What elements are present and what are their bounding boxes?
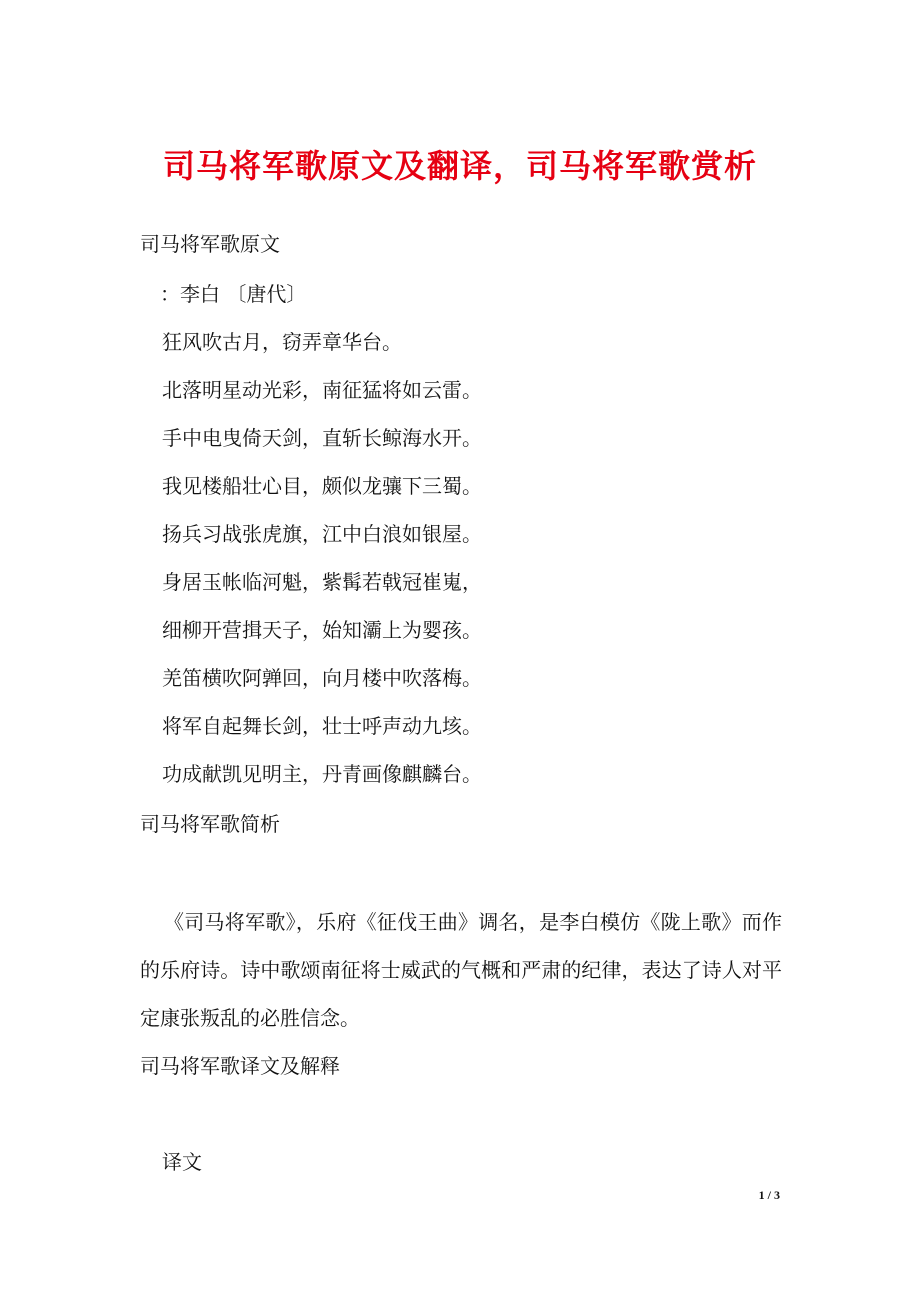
translation-label: 译文	[162, 1150, 202, 1174]
verse-line: 羌笛横吹阿亸回，向月楼中吹落梅。	[162, 666, 482, 690]
verse-line: 扬兵习战张虎旗，江中白浪如银屋。	[162, 522, 482, 546]
verse-line: 将军自起舞长剑，壮士呼声动九垓。	[162, 714, 482, 738]
verse-line: 我见楼船壮心目，颇似龙骧下三蜀。	[162, 474, 482, 498]
author-line: ：李白 〔唐代〕	[160, 282, 307, 306]
document-title: 司马将军歌原文及翻译，司马将军歌赏析	[162, 147, 757, 185]
section-heading-analysis: 司马将军歌简析	[140, 812, 280, 836]
section-heading-original: 司马将军歌原文	[140, 232, 280, 256]
analysis-paragraph: 《司马将军歌》，乐府《征伐王曲》调名，是李白模仿《陇上歌》而作的乐府诗。诗中歌颂南征将士威武的气概和严肃的纪律，表达了诗人对平定康张叛乱的必胜信念。	[140, 910, 782, 1030]
verse-line: 狂风吹古月，窃弄章华台。	[162, 330, 402, 354]
verse-line: 身居玉帐临河魁，紫髯若戟冠崔嵬，	[162, 570, 482, 594]
verse-line: 细柳开营揖天子，始知灞上为婴孩。	[162, 618, 482, 642]
verse-line: 功成献凯见明主，丹青画像麒麟台。	[162, 762, 482, 786]
section-heading-translation: 司马将军歌译文及解释	[140, 1054, 340, 1078]
page-number: 1 / 3	[758, 1188, 780, 1202]
verse-line: 北落明星动光彩，南征猛将如云雷。	[162, 378, 482, 402]
verse-line: 手中电曳倚天剑，直斩长鲸海水开。	[162, 426, 482, 450]
